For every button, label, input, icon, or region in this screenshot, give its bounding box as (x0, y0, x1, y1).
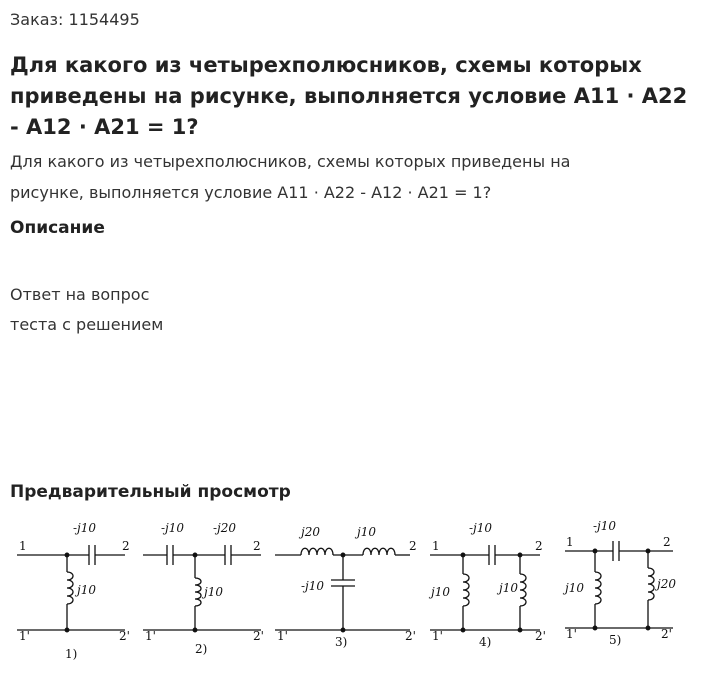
c3-term-1p: 1' (277, 629, 288, 643)
c2-series1-label: -j10 (161, 521, 185, 535)
c2-number: 2) (195, 642, 208, 656)
c4-shunt2-label: j10 (499, 581, 518, 595)
answer-text (10, 280, 163, 340)
c4-term-2p: 2' (535, 629, 546, 643)
c5-term-2: 2 (663, 535, 671, 549)
preview-heading: Предварительный просмотр (10, 482, 291, 502)
c3-number: 3) (335, 635, 348, 649)
c2-shunt-label: j10 (204, 585, 223, 599)
c5-shunt1-label: j10 (565, 581, 584, 595)
c3-term-2: 2 (409, 539, 417, 553)
description-heading: Описание (10, 218, 105, 238)
c5-term-1: 1 (566, 535, 574, 549)
c3-shunt-label: -j10 (301, 579, 325, 593)
c4-number: 4) (479, 635, 492, 649)
preview-image (5, 510, 695, 674)
circuit-2 (143, 521, 264, 656)
question-line-2: рисунке, выполняется условие A11 · A22 - A12 · A21 = 1? (10, 183, 492, 202)
c4-term-2: 2 (535, 539, 543, 553)
circuit-1 (17, 521, 130, 661)
answer-line-2: теста с решением (10, 315, 164, 334)
c5-term-1p: 1' (566, 627, 577, 641)
c1-number: 1) (65, 647, 78, 661)
c2-term-1p: 1' (145, 629, 156, 643)
order-number: Заказ: 1154495 (10, 10, 140, 29)
c2-series2-label: -j20 (213, 521, 237, 535)
circuit-4 (428, 521, 546, 649)
page-title: Для какого из четырехполюсников, схемы которых приведены на рисунке, выполняется условие A11 · A22 - A12 · A21 = 1? (10, 53, 688, 139)
c1-term-1: 1 (19, 539, 27, 553)
circuit-5 (562, 519, 676, 647)
c1-term-1p: 1' (19, 629, 30, 643)
c1-term-2p: 2' (119, 629, 130, 643)
c4-series-label: -j10 (469, 521, 493, 535)
question-text (10, 146, 690, 208)
c5-number: 5) (609, 633, 622, 647)
c1-series-label: -j10 (73, 521, 97, 535)
c3-series2-label: j10 (357, 525, 376, 539)
c1-shunt-label: j10 (77, 583, 96, 597)
c5-series-label: -j10 (593, 519, 617, 533)
c5-shunt2-label: j20 (657, 577, 676, 591)
circuit-3 (275, 525, 417, 649)
answer-line-1: Ответ на вопрос (10, 285, 150, 304)
c1-term-2: 2 (122, 539, 130, 553)
c2-term-2p: 2' (253, 629, 264, 643)
c5-term-2p: 2' (661, 627, 672, 641)
c2-term-2: 2 (253, 539, 261, 553)
c4-term-1: 1 (432, 539, 440, 553)
circuit-diagrams (5, 510, 695, 670)
c3-term-2p: 2' (405, 629, 416, 643)
question-line-1: Для какого из четырехполюсников, схемы которых приведены на (10, 152, 571, 171)
c4-term-1p: 1' (432, 629, 443, 643)
c3-series1-label: j20 (301, 525, 320, 539)
c4-shunt1-label: j10 (431, 585, 450, 599)
